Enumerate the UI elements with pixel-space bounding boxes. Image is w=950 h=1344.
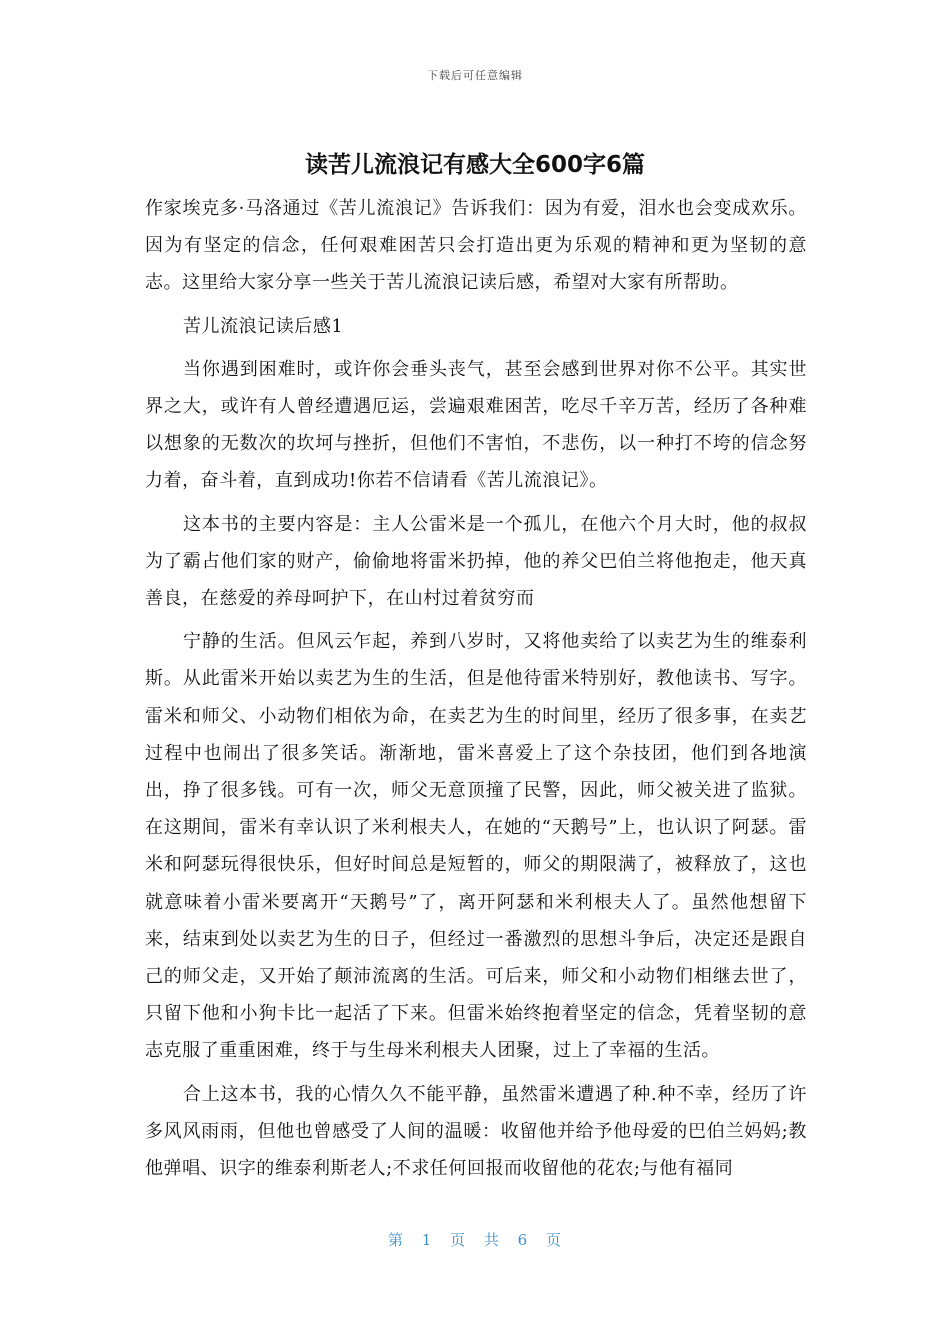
- document-body: [145, 190, 807, 1193]
- body-paragraph: 当你遇到困难时，或许你会垂头丧气，甚至会感到世界对你不公平。其实世界之大，或许有人曾经遭遇厄运，尝遍艰难困苦，吃尽千辛万苦，经历了各种难以想象的无数次的坎坷与挫折，但他们不害怕，不悲伤，以一种打不垮的信念努力着，奋斗着，直到成功!你若不信请看《苦儿流浪记》。: [145, 358, 807, 492]
- document-title: 读苦儿流浪记有感大全600字6篇: [304, 152, 645, 178]
- body-paragraph: 宁静的生活。但风云乍起，养到八岁时，又将他卖给了以卖艺为生的维泰利斯。从此雷米开始以卖艺为生的生活，但是他待雷米特别好，教他读书、写字。雷米和师父、小动物们相依为命，在卖艺为生的时间里，经历了很多事，在卖艺过程中也闹出了很多笑话。渐渐地，雷米喜爱上了这个杂技团，他们到各地演出，挣了很多钱。可有一次，师父无意顶撞了民警，因此，师父被关进了监狱。在这期间，雷米有幸认识了米利根夫人，在她的“天鹅号”上，也认识了阿瑟。雷米和阿瑟玩得很快乐，但好时间总是短暂的，师父的期限满了，被释放了，这也就意味着小雷米要离开“天鹅号”了，离开阿瑟和米利根夫人了。虽然他想留下来，结束到处以卖艺为生的日子，但经过一番激烈的思想斗争后，决定还是跟自己的师父走，又开始了颠沛流离的生活。可后来，师父和小动物们相继去世了，只留下他和小狗卡比一起活了下来。但雷米始终抱着坚定的信念，凭着坚韧的意志克服了重重困难，终于与生母米利根夫人团聚，过上了幸福的生活。: [145, 631, 807, 1062]
- page-number-footer: 第 1 页 共 6 页: [388, 1231, 562, 1249]
- body-paragraph: 合上这本书，我的心情久久不能平静，虽然雷米遭遇了种.种不幸，经历了许多风风雨雨，但他也曾感受了人间的温暖：收留他并给予他母爱的巴伯兰妈妈;教他弹唱、识字的维泰利斯老人;不求任何回报而收留他的花农;与他有福同: [145, 1083, 807, 1180]
- section-heading: 苦儿流浪记读后感1: [183, 315, 344, 337]
- intro-paragraph: 作家埃克多·马洛通过《苦儿流浪记》告诉我们：因为有爱，泪水也会变成欢乐。因为有坚定的信念，任何艰难困苦只会打造出更为乐观的精神和更为坚韧的意志。这里给大家分享一些关于苦儿流浪记读后感，希望对大家有所帮助。: [145, 198, 807, 294]
- page-header-note: 下载后可任意编辑: [427, 69, 523, 82]
- body-paragraph: 这本书的主要内容是：主人公雷米是一个孤儿，在他六个月大时，他的叔叔为了霸占他们家的财产，偷偷地将雷米扔掉，他的养父巴伯兰将他抱走，他天真善良，在慈爱的养母呵护下，在山村过着贫穷而: [145, 513, 807, 610]
